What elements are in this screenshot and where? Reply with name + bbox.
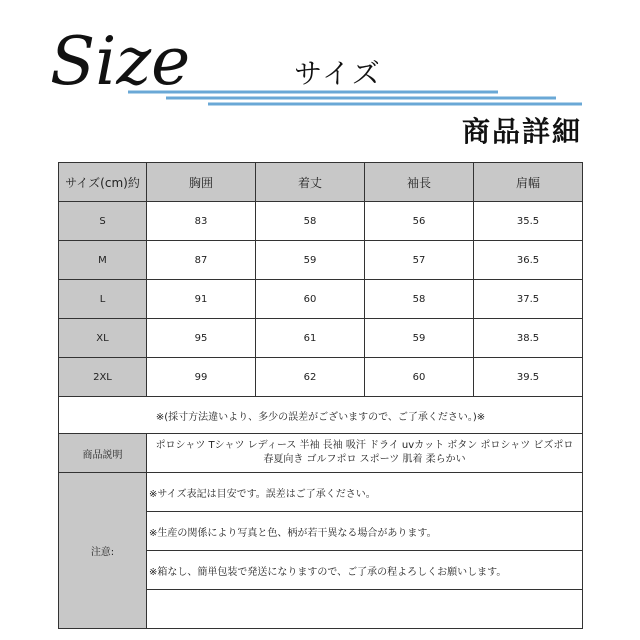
shoulder-cell: 36.5 [474,241,583,280]
description-row [59,434,583,473]
column-header: 着丈 [256,163,365,202]
size-cell: S [59,202,147,241]
caution-row [59,473,583,512]
length-cell: 61 [256,319,365,358]
caution-item: ※生産の関係により写真と色、柄が若干異なる場合があります。 [147,512,583,551]
page-heading: 商品詳細 [461,115,582,148]
sleeve-cell: 59 [365,319,474,358]
shoulder-cell: 38.5 [474,319,583,358]
page-subtitle: サイズ [294,57,382,90]
size-cell: 2XL [59,358,147,397]
shoulder-cell: 39.5 [474,358,583,397]
column-header: 袖長 [365,163,474,202]
size-table [58,162,583,629]
size-cell: XL [59,319,147,358]
caution-empty [147,590,583,629]
size-cell: L [59,280,147,319]
sleeve-cell: 58 [365,280,474,319]
shoulder-cell: 37.5 [474,280,583,319]
svg-text:Size: Size [50,23,191,100]
sleeve-cell: 57 [365,241,474,280]
bust-cell: 99 [147,358,256,397]
length-cell: 62 [256,358,365,397]
measurement-note: ※(採寸方法違いより、多少の誤差がございますので、ご了承ください。)※ [59,397,583,434]
table-row [59,202,583,241]
measurement-note-row [59,397,583,434]
description-text: ポロシャツ Tシャツ レディース 半袖 長袖 吸汗 ドライ uvカット ボタン ポロシャツ ビズポロ 春夏向き ゴルフポロ スポーツ 肌着 柔らかい [147,434,583,473]
bust-cell: 83 [147,202,256,241]
column-header: サイズ(cm)約 [59,163,147,202]
column-header: 肩幅 [474,163,583,202]
table-header-row [59,163,583,202]
table-row [59,280,583,319]
column-header: 胸囲 [147,163,256,202]
bust-cell: 91 [147,280,256,319]
size-cell: M [59,241,147,280]
description-label: 商品説明 [59,434,147,473]
table-row [59,241,583,280]
caution-label: 注意: [59,473,147,629]
table-row [59,319,583,358]
sleeve-cell: 60 [365,358,474,397]
length-cell: 60 [256,280,365,319]
shoulder-cell: 35.5 [474,202,583,241]
table-row [59,358,583,397]
bust-cell: 87 [147,241,256,280]
length-cell: 58 [256,202,365,241]
bust-cell: 95 [147,319,256,358]
sleeve-cell: 56 [365,202,474,241]
decorative-lines [0,0,640,120]
caution-item: ※サイズ表記は目安です。誤差はご了承ください。 [147,473,583,512]
caution-item: ※箱なし、簡単包装で発送になりますので、ご了承の程よろしくお願いします。 [147,551,583,590]
length-cell: 59 [256,241,365,280]
